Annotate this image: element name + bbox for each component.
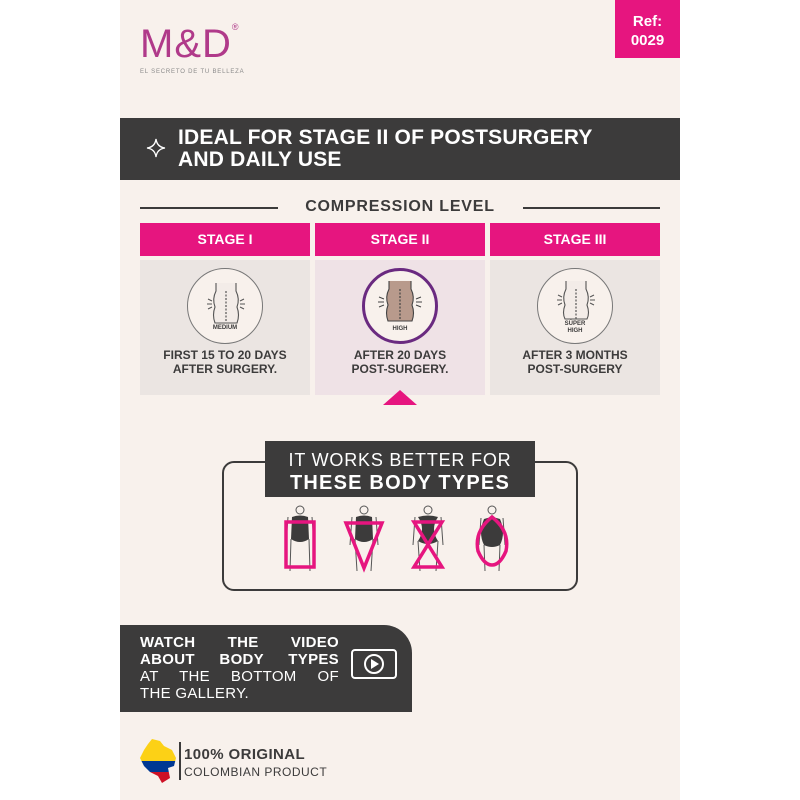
body-types-heading: IT WORKS BETTER FOR THESE BODY TYPES	[265, 441, 535, 497]
stage-card-2-selected	[315, 223, 485, 391]
origin-label: COLOMBIAN PRODUCT	[184, 765, 328, 779]
video-callout[interactable]	[120, 625, 412, 712]
product-info-card	[120, 0, 680, 800]
compression-garment-icon	[362, 268, 438, 344]
original-label: 100% ORIGINAL	[184, 746, 306, 763]
stage-card-1	[140, 223, 310, 391]
play-video-icon[interactable]	[350, 646, 398, 682]
brand-logo	[140, 22, 244, 75]
compression-level: HIGH	[392, 326, 408, 332]
stage-description: AFTER 20 DAYS POST-SURGERY.	[351, 348, 449, 376]
stage-description: AFTER 3 MONTHS POST-SURGERY	[522, 348, 628, 376]
inverted-triangle-body-icon	[346, 506, 382, 571]
compression-garment-icon	[187, 268, 263, 344]
hourglass-body-icon	[413, 506, 443, 571]
body-type-figures	[280, 505, 530, 575]
ref-label: Ref:	[632, 13, 663, 30]
stage-description: FIRST 15 TO 20 DAYS AFTER SURGERY.	[163, 348, 287, 376]
stage-label: STAGE III	[490, 223, 660, 256]
stage-card-3	[490, 223, 660, 391]
selected-stage-pointer	[383, 390, 417, 405]
compression-level: SÚPER HIGH	[564, 321, 586, 334]
reference-badge	[615, 0, 680, 58]
sparkle-icon	[146, 138, 166, 158]
brand-tagline: EL SECRETO DE TU BELLEZA	[140, 69, 245, 75]
rectangle-body-icon	[286, 506, 314, 571]
brand-name: M&D®	[140, 22, 240, 66]
usage-banner	[120, 118, 680, 180]
compression-level: MEDIUM	[212, 325, 238, 331]
compression-garment-icon	[537, 268, 613, 344]
video-callout-text: WATCH THE VIDEO ABOUT BODY TYPES AT THE BOTTOM OF THE GALLERY.	[140, 634, 339, 702]
colombia-map-flag-icon	[138, 738, 178, 784]
banner-title: IDEAL FOR STAGE II OF POSTSURGERY AND DAILY USE	[178, 126, 593, 171]
ref-value: 0029	[630, 32, 665, 49]
footer-divider	[179, 742, 181, 780]
round-body-icon	[477, 506, 506, 571]
compression-title: COMPRESSION LEVEL	[305, 198, 495, 215]
stage-label: STAGE II	[315, 223, 485, 256]
stage-label: STAGE I	[140, 223, 310, 256]
